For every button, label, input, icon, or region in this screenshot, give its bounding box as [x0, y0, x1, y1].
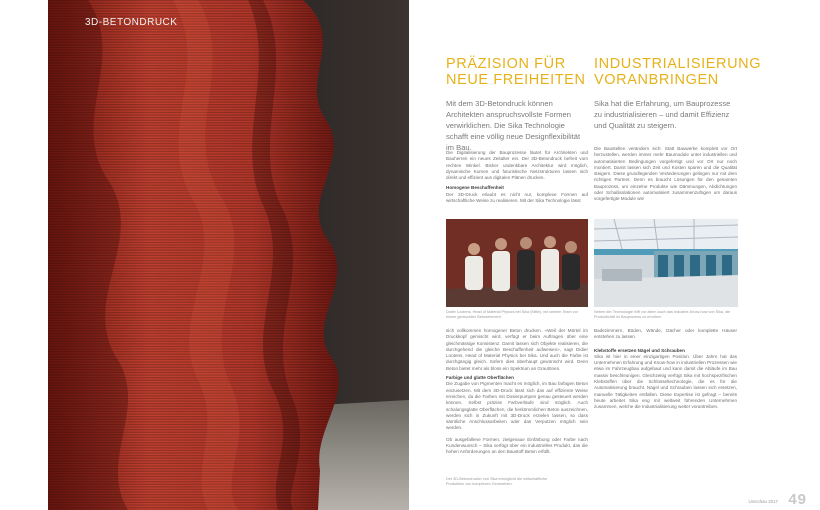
- paragraph: Die Zugabe von Pigmenten macht es möglich, im Bau farbigen Beton einzusetzen. Mit dem 3D-Druck lässt sich das auf effiziente Weise erreichen, da die Farben mit Dosierpumpen genau gesteuert werden können. Selbst präzise Farbverläufe sind möglich. Auch schalungsglatte Oberflächen, die herkömmlichen Beton auszeichnen, werden sich in Zukunft mit 3D-Druck erzielen lassen, so dass sämtliche Anschlussarbeiten oder das Verputzen möglich sein werden.: [446, 381, 588, 431]
- paragraph: Der 3D-Druck erlaubt es nicht nur, komplexe Formen auf wirtschaftliche Weise zu realisieren. Mit der Sika Technologie lässt: [446, 191, 588, 204]
- subheading: Klebstoffe ersetzen Nägel und Schrauben: [594, 347, 685, 353]
- headline-right: [594, 56, 761, 88]
- headline-left: [446, 56, 586, 88]
- printed-concrete-column-image: [48, 0, 409, 510]
- page-number: 49: [788, 491, 807, 508]
- paragraph: Die Digitalisierung der Bauprozesse läutet für Architekten und Bauherren ein neues Zeitalter ein. Der 3D-Betondruck befreit vom rechten Winkel. Bisher undenkbare Architektur wird möglich, dynamische Kurven und futuristische Netzstrukturen lassen sich direkt und effizient aus digitalen Plänen drucken.: [446, 150, 588, 181]
- paragraph: Badezimmern, Böden, Wände, Dächer oder komplette Häuser entstehen zu lassen.: [594, 328, 737, 340]
- paragraph: Sika ist hier in einer einzigartigen Position. Über Jahre hat das Unternehmen Erfahrung und Know-how in industriellen Prozessen wie etwa im Fahrzeugbau aufgebaut und kann damit die Abläufe im Bau massiv beschleunigen. Gleichzeitig verfügt Sika mit hochspezifischen Klebstoffen über die Schlüsseltechnologie, die es für die Automatisierung braucht. Nägel und Schrauben lassen sich ersetzen, manuelle Tätigkeiten entfallen. Diese Expertise ist gefragt – bereits heute arbeitet Sika eng mit weltweit führenden Unternehmen zusammen, welche die Industrialisierung weiter vorantreiben.: [594, 353, 737, 410]
- paragraph: Ob ausgefallene Formen, zielgenaue Einfärbung oder Farbe nach Kundenwunsch – Sika verfügt über ein industrielles Produkt, das die hohen Anforderungen an den Baustoff Beton erfüllt.: [446, 436, 588, 455]
- team-photo: [446, 219, 588, 307]
- hero-photo: [48, 0, 409, 510]
- body-left-bottom: [446, 328, 588, 456]
- paragraph: sich vollkommen homogener Beton drucken. «Weil der Mörtel im Druckkopf gemischt wird, verfügt er beim Auftragen über eine gleichmässige Konsistenz. Damit lassen sich Objekte realisieren, die durchgehend die gleiche Beschaffenheit aufweisen», sagt Didier Lootens, Head of Material Physics bei Sika. Und auch die Farbe ist durchgängig gleich. Sofern dies überhaupt gewünscht wird. Denn Beton bietet mehr als bloss ein Spektrum an Grautönen.: [446, 328, 588, 371]
- factory-photo-caption: Neben der Technologie hilft vor allem auch das Industrie-Know-how von Sika, die Produktivität im Bauprozess zu erhöhen.: [594, 310, 731, 319]
- subheading: Homogene Beschaffenheit: [446, 185, 504, 191]
- headline-left-line2: NEUE FREIHEITEN: [446, 72, 586, 88]
- lead-right: Sika hat die Erfahrung, um Bauprozesse zu industrialisieren – und damit Effizienz und Qualität zu steigern.: [594, 99, 731, 130]
- headline-left-line1: PRÄZISION FÜR: [446, 56, 566, 72]
- headline-right-line2: VORANBRINGEN: [594, 72, 719, 88]
- factory-photo: [594, 219, 738, 307]
- lead-left: Mit dem 3D-Betondruck können Architekten anspruchsvollste Formen verwirklichen. Die Sika Technologie schafft eine völlig neue Designflexibilität im Bau.: [446, 99, 581, 152]
- article-page: [409, 0, 820, 510]
- subheading: Farbige und glatte Oberflächen: [446, 375, 514, 381]
- left-footnote-caption: Der 3D-Betondrucker von Sika ermöglicht die wirtschaftliche Produktion von komplexen Geometrien.: [446, 477, 548, 486]
- section-tag: 3D-BETONDRUCK: [85, 17, 178, 28]
- team-photo-caption: Didier Lootens, Head of Material Physics bei Sika (Mitte), mit seinem Team vor einem gedruckten Betonelement.: [446, 310, 579, 319]
- headline-right-line1: INDUSTRIALISIERUNG: [594, 56, 762, 72]
- body-left-top: [446, 150, 588, 204]
- issue-label: Umschau 2017: [748, 499, 778, 504]
- paragraph: Die Baustellen verändern sich: Statt Bauwerke komplett vor Ort herzustellen, werden immer mehr Baumodule unter industriellen und automatisierten Bedingungen vorgefertigt und vor Ort nur noch montiert. Damit lassen sich Zeit und Kosten sparen und die Qualität steigern. Diese grundlegenden Veränderungen gelingen nur mit dem richtigen Partner. Denn es braucht Lösungen für den gesamten Bauprozess, um einzelne Produkte wie Dämmungen, Abdichtungen oder Schallisolationen automatisiert zusammenzufügen um daraus vorgefertigte Module wie: [594, 146, 737, 202]
- body-right-top: [594, 146, 737, 203]
- body-right-bottom: [594, 328, 737, 411]
